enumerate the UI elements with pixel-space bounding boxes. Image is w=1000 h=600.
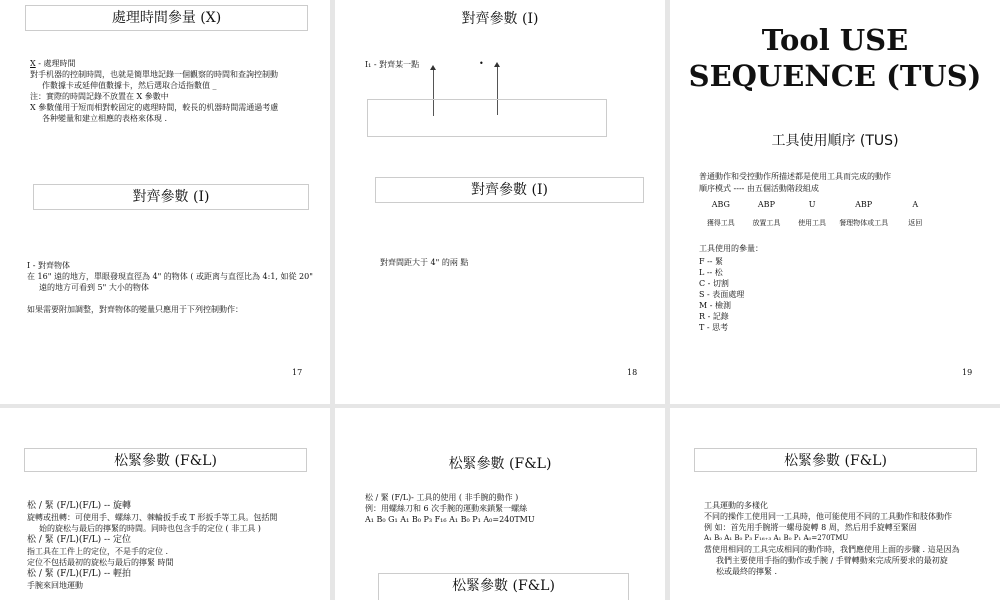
slide-f-l-3 bbox=[670, 408, 1000, 600]
text-line: 松 / 緊 (F/L)(F/L) -- 定位 bbox=[27, 535, 131, 545]
code-row bbox=[698, 200, 938, 209]
param-item: F -- 緊 bbox=[699, 257, 724, 266]
param-item: M - 檢測 bbox=[699, 301, 731, 310]
dot-mark: • bbox=[479, 59, 484, 68]
text-line: 當使用相同的工具完成相同的動作時，我們應使用上面的步驟 . 這是因為 bbox=[704, 545, 960, 554]
slide-body bbox=[365, 492, 655, 525]
code-cell: ABG bbox=[711, 200, 730, 209]
text-line: 在 16" 遠的地方，單眼發現直徑為 4" 的物体 ( 或距离与直徑比為 4:1, 如從 20" bbox=[27, 272, 313, 281]
slide-title: 處理時間參量 (X) bbox=[25, 5, 308, 31]
text-line: 工具運動的多樣化 bbox=[704, 501, 768, 510]
param-item: R - 記錄 bbox=[699, 312, 729, 321]
page-number: 18 bbox=[627, 368, 638, 377]
slide-19 bbox=[670, 0, 1000, 404]
section-title: 對齊參數 (I) bbox=[33, 184, 309, 210]
text-line: 松 / 緊 (F/L)(F/L) -- 旋轉 bbox=[27, 501, 131, 511]
slide-title: 松緊參數 (F&L) bbox=[448, 456, 552, 472]
param-item: C - 切割 bbox=[699, 279, 729, 288]
code-cell: 放置工具 bbox=[752, 219, 781, 227]
intro-line-2: 順序模式 ---- 由五個活動階段組成 bbox=[699, 184, 819, 193]
text-line: 松 / 緊 (F/L)(F/L) -- 輕拍 bbox=[27, 569, 131, 579]
underlined-symbol: X bbox=[30, 59, 36, 68]
text-line bbox=[30, 58, 320, 69]
slide-17 bbox=[0, 0, 330, 404]
text-line: 手腕來回地運動 bbox=[27, 581, 83, 590]
section-title: 松緊參數 (F&L) bbox=[378, 573, 629, 600]
slide-title: Tool USE SEQUENCE (TUS) bbox=[688, 23, 982, 93]
code-cell: ABP bbox=[855, 200, 873, 209]
text-line: A₁ B₀ G₁ A₁ B₀ P₃ F₁₆ A₁ B₀ P₁ A₀=240TMU bbox=[365, 515, 535, 524]
code-cell: ABP bbox=[757, 200, 775, 209]
page-number: 17 bbox=[292, 368, 303, 377]
slide-title: 對齊參數 (I) bbox=[461, 11, 539, 27]
params-title: 工具使用的參量： bbox=[699, 244, 763, 253]
text-rest: - 處理時間 bbox=[35, 59, 76, 68]
slide-f-l-2 bbox=[335, 408, 665, 600]
text-line: 注：實際的時間記錄不放置在 X 參數中 bbox=[30, 92, 169, 101]
text-line: X 參數僅用于短而相對較固定的處理時間，較長的机器時間需通過考慮 bbox=[30, 103, 279, 112]
text-line: I - 對齊物体 bbox=[27, 261, 70, 270]
intro-line-1: 普通動作和受控動作所描述都是使用工具而完成的動作 bbox=[699, 172, 891, 181]
text-line: 我們主要使用手指的動作或手腕 / 手臂轉動來完成所要求的最初旋 bbox=[716, 556, 948, 565]
slide-body bbox=[30, 58, 320, 124]
text-line: 例 如：首先用手腕將一螺母旋轉 8 周，然后用手旋轉至緊固 bbox=[704, 523, 917, 532]
point-label: I₁ - 對齊某一點 bbox=[365, 60, 420, 69]
slide-title: 松緊參數 (F&L) bbox=[694, 448, 977, 472]
section-title: 對齊參數 (I) bbox=[375, 177, 644, 203]
slide-body-2 bbox=[27, 260, 322, 315]
text-line: 始的旋松与最后的擰緊的時間。同時也包含手的定位 ( 非工具 ) bbox=[39, 524, 261, 533]
code-cell: 餐理物体或工具 bbox=[839, 219, 889, 227]
code-cell: 使用工具 bbox=[798, 219, 827, 227]
code-cell: A bbox=[912, 200, 919, 209]
code-cell: 返回 bbox=[908, 219, 923, 227]
text-line: 定位不包括最初的旋松与最后的擰緊 時間 bbox=[27, 558, 174, 567]
slide-subtitle: 工具使用順序 (TUS) bbox=[771, 133, 899, 149]
text-line: 例：用螺絲刀和 6 次手腕的運動來鎖緊一螺絲 bbox=[365, 504, 528, 513]
text-line: 松或最終的擰緊 . bbox=[716, 567, 778, 576]
illustration-box bbox=[367, 99, 607, 137]
code-cell: 獲得工具 bbox=[706, 219, 735, 227]
text-line: 松 / 緊 (F/L)- 工具的使用 ( 非手腕的動作 ) bbox=[365, 493, 519, 502]
text-line: 作數據卡或延伸值數據卡，然后選取合适指數值 _ bbox=[42, 81, 217, 90]
text-line: 旋轉或扭轉：可使用手、螺絲刀、棘輪扳手或 T 形扳手等工具。包括開 bbox=[27, 513, 278, 522]
text-line: 遠的地方可看到 5" 大小的物体 bbox=[39, 283, 149, 292]
text-line: 指工具在工件上的定位，不是手的定位 . bbox=[27, 547, 169, 556]
slide-f-l-1 bbox=[0, 408, 330, 600]
text-line: A₁ B₀ A₁ B₀ P₃ F₁₆₊₃ A₁ B₀ P₁ A₀=270TMU bbox=[704, 534, 849, 542]
text-line bbox=[27, 293, 322, 304]
text-line: 如果需要附加調整，對齊物体的變量只應用于下列控制動作： bbox=[27, 305, 243, 314]
params-list bbox=[699, 256, 744, 333]
page-number: 19 bbox=[962, 368, 973, 377]
param-item: T - 思考 bbox=[699, 323, 729, 332]
slide-body bbox=[27, 500, 322, 591]
slide-text: 對齊間距大于 4" 的兩 點 bbox=[380, 258, 469, 267]
slide-body bbox=[704, 500, 994, 577]
slide-title: 松緊參數 (F&L) bbox=[24, 448, 307, 472]
code-desc-row bbox=[698, 218, 938, 228]
code-cell: U bbox=[808, 200, 816, 209]
text-line: 對手机器的控制時間，也就是簡單地記錄一個觀察的時間和查詢控制動 bbox=[30, 70, 278, 79]
slide-18 bbox=[335, 0, 665, 404]
text-line: 不同的操作工使用同一工具時，他可能使用不同的工具動作和肢体動作 bbox=[704, 512, 952, 521]
param-item: L -- 松 bbox=[699, 268, 723, 277]
param-item: S - 表面處理 bbox=[699, 290, 745, 299]
text-line: 各种變量和建立相應的表格來体現 . bbox=[42, 114, 168, 123]
